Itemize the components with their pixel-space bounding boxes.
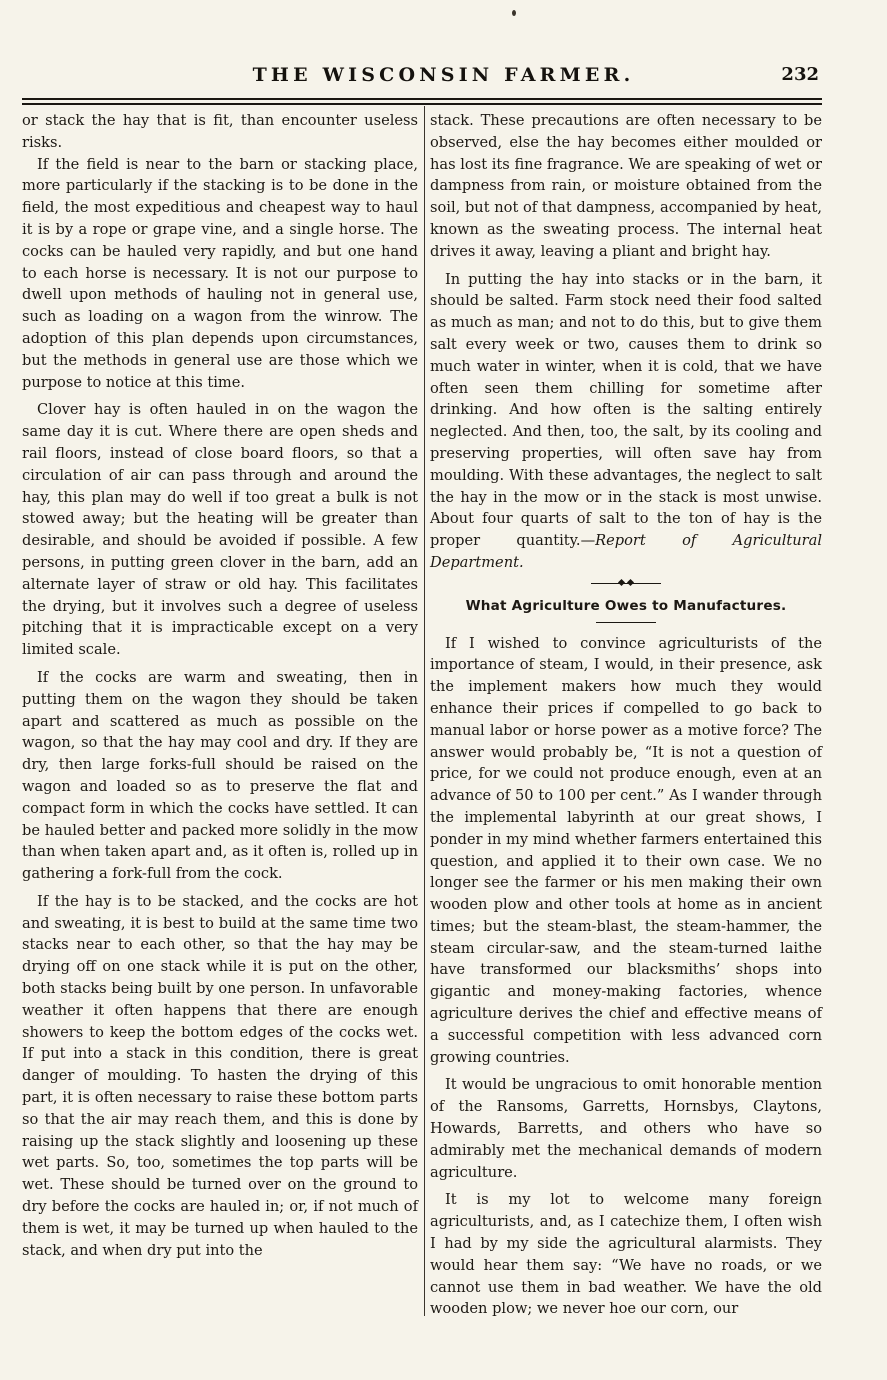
paragraph: If the cocks are warm and sweating, then in putting them on the wagon they should be taken apart and scattered as much as possible on the wagon, so that the hay may cool and dry. If they are dry, then large forks-full should be raised on the wagon and loaded so as to preserve the flat and compact form in which the cocks have settled. It can be hauled better and packed more solidly in the mow than when taken apart and, as it often is, rolled up in gathering a fork-full from the cock.	[22, 668, 418, 883]
right-column	[430, 110, 822, 1320]
header-rule-top	[22, 98, 822, 100]
article-attribution: Report of Agricultural Department.	[430, 532, 822, 571]
separator-diamond	[627, 579, 634, 586]
article-heading: What Agriculture Owes to Manufactures.	[465, 597, 787, 614]
paragraph: It is my lot to welcome many foreign agriculturists, and, as I catechize them, I often wish I had by my side the agricultural alarmists. They would hear them say: “We have no roads, or we cannot use them in bad weather. We have the old wooden plow; we never hoe our corn, our	[430, 1191, 822, 1318]
page-number: 232	[781, 64, 819, 85]
paragraph: Clover hay is often hauled in on the wagon the same day it is cut. Where there are open sheds and rail floors, instead of close board floors, so that a circulation of air can pass through and around the hay, this plan may do well if too great a bulk is not stowed away; but the heating will be greater than desirable, and should be avoided if possible. A few persons, in putting green clover in the barn, add an alternate layer of straw or old hay. This facilitates the drying, but it involves such a degree of useless pitching that it is impracticable except on a very limited scale.	[22, 401, 418, 659]
masthead-title: THE WISCONSIN FARMER.	[252, 64, 635, 86]
paragraph: If I wished to convince agriculturists of the importance of steam, I would, in their presence, ask the implement makers how much they would enhance their prices if compelled to go back to manual labor or horse power as a motive force? The answer would probably be, “It is not a question of price, for we could not produce enough, even at an advance of 50 to 100 per cent.” As I wander through the implemental labyrinth at our great shows, I ponder in my mind whether farmers entertained this question, and applied it to their own case. We no longer see the farmer or his men making their own wooden plow and other tools at home as in ancient times; but the steam-blast, the steam-hammer, the steam circular-saw, and the steam-turned laithe have transformed our blacksmiths’ shops into gigantic and money-making factories, whence agriculture derives the chief and effective means of a successful competition with less advanced corn growing countries.	[430, 634, 822, 1066]
separator-line	[591, 583, 661, 584]
paragraph: stack. These precautions are often necessary to be observed, else the hay becomes either moulded or has lost its fine fragrance. We are speaking of wet or dampness from rain, or moisture obtained from the soil, but not of that dampness, accompanied by heat, known as the sweating process. The internal heat drives it away, leaving a pliant and bright hay.	[430, 112, 822, 260]
column-divider	[424, 106, 425, 1316]
section-separator	[591, 580, 661, 588]
separator-diamond	[618, 579, 625, 586]
paragraph: If the field is near to the barn or stacking place, more particularly if the stacking is to be done in the field, the most expeditious and cheapest way to haul it is by a rope or grape vine, and a single horse. The cocks can be hauled very rapidly, and but one hand to each horse is necessary. It is not our purpose to dwell upon methods of hauling not in general use, such as loading on a wagon from the winrow. The adoption of this plan depends upon circumstances, but the methods in general use are those which we purpose to notice at this time.	[22, 155, 418, 391]
heading-underline	[596, 622, 656, 623]
masthead	[0, 64, 887, 92]
paragraph	[430, 269, 822, 574]
ink-speck	[512, 10, 516, 16]
header-rule-bottom	[22, 103, 822, 105]
paragraph: It would be ungracious to omit honorable mention of the Ransoms, Garretts, Hornsbys, Claytons, Howards, Barretts, and others who have so admirably met the mechanical demands of modern agriculture.	[430, 1076, 822, 1181]
paragraph-text: In putting the hay into stacks or in the barn, it should be salted. Farm stock need their food salted as much as man; and not to do this, but to give them salt every week or two, causes them to drink so much water in winter, when it is cold, that we have often seen them chilling for sometime after drinking. And how often is the salting entirely neglected. And then, too, the salt, by its cooling and preserving properties, will often save hay from moulding. With these advantages, the neglect to salt the hay in the mow or in the stack is most unwise. About four quarts of salt to the ton of hay is the proper quantity.—	[430, 270, 822, 550]
left-column	[22, 110, 418, 1261]
paragraph: If the hay is to be stacked, and the cocks are hot and sweating, it is best to build at the same time two stacks near to each other, so that the hay may be drying off on one stack while it is put on the other, both stacks being built by one person. In unfavorable weather it often happens that there are enough showers to keep the bottom edges of the cocks wet. If put into a stack in this condition, there is great danger of moulding. To hasten the drying of this part, it is often necessary to raise these bottom parts so that the air may reach them, and this is done by raising up the stack slightly and loosening up these wet parts. So, too, sometimes the top parts will be wet. These should be turned over on the ground to dry before the cocks are hauled in; or, if not much of them is wet, it may be turned up when hauled to the stack, and when dry put into the	[22, 892, 418, 1259]
paragraph: or stack the hay that is fit, than encounter useless risks.	[22, 112, 418, 151]
